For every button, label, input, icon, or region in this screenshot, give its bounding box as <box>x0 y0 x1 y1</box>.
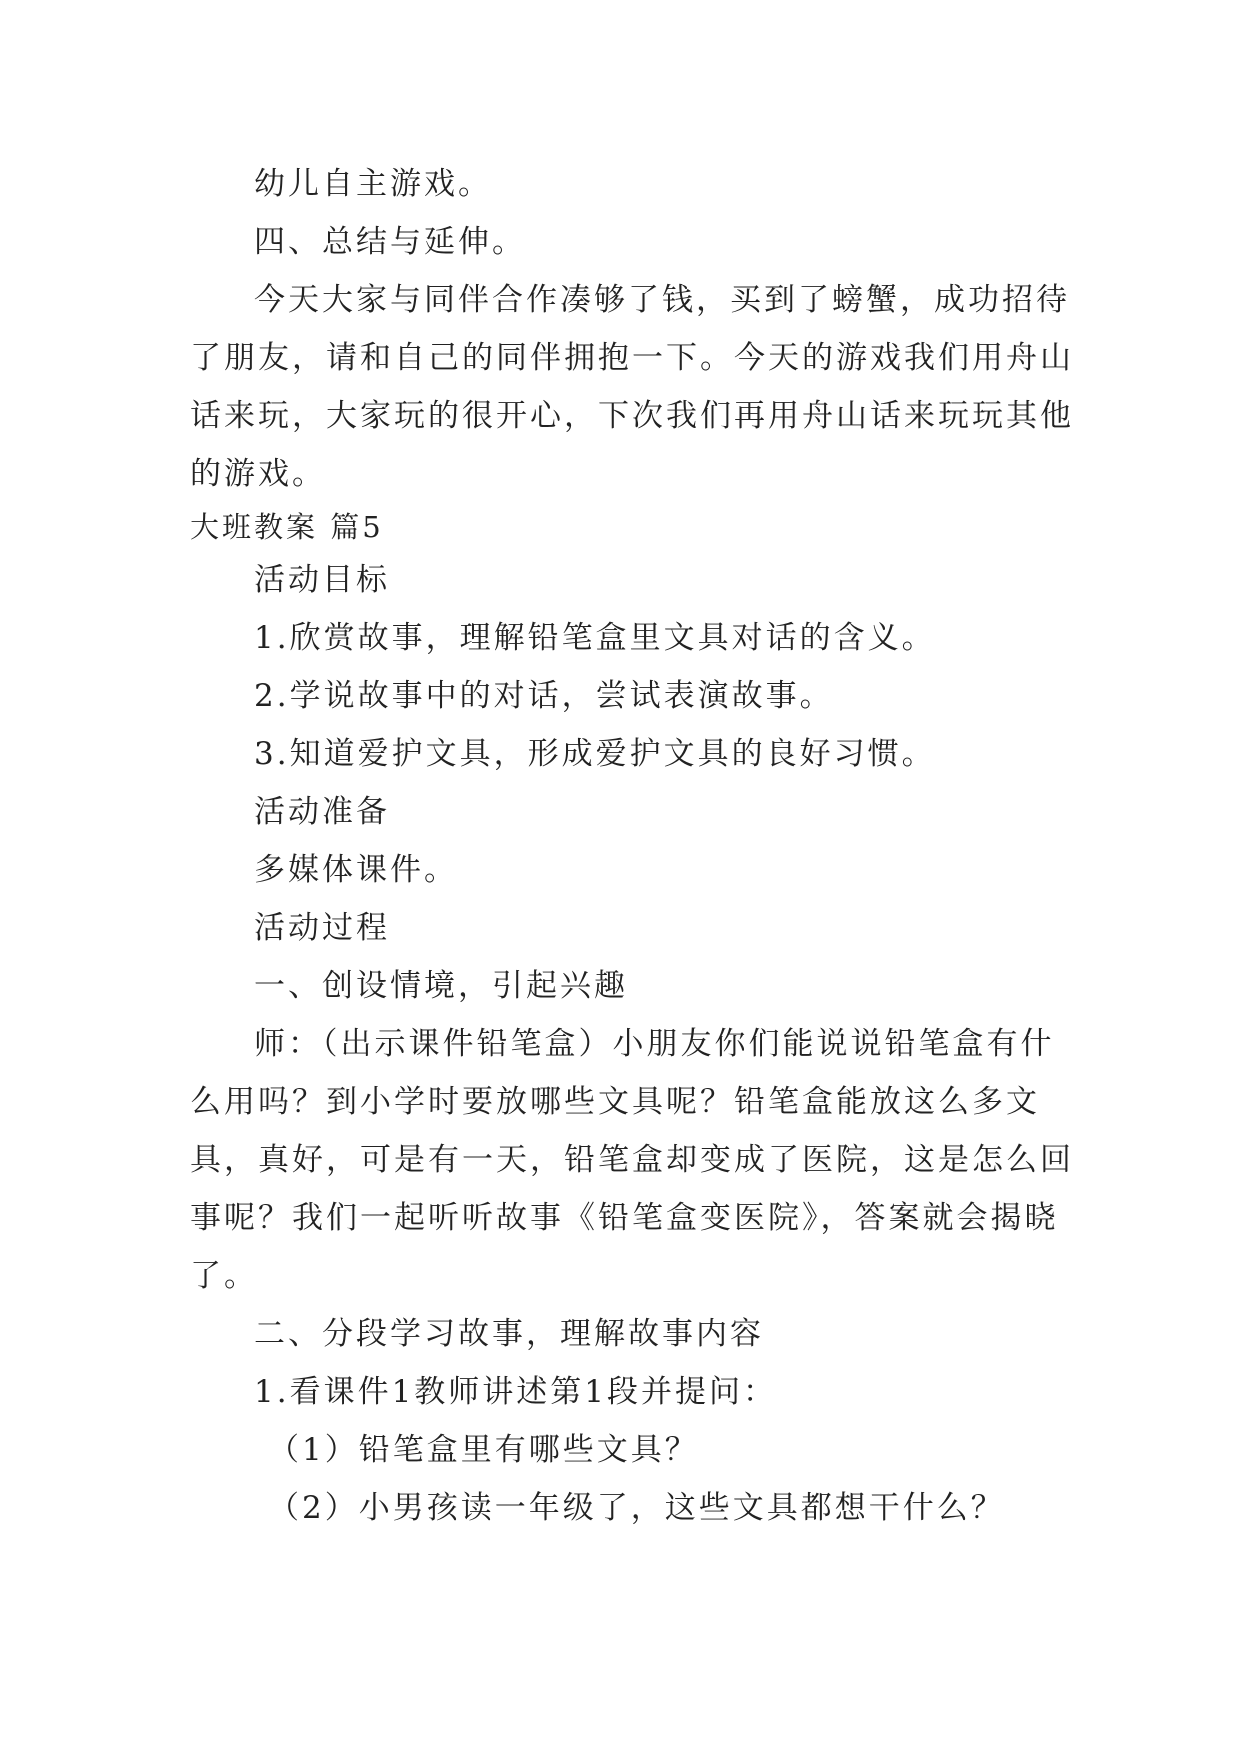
paragraph-line: 了。 <box>190 1258 258 1294</box>
paragraph-line: 了朋友，请和自己的同伴拥抱一下。今天的游戏我们用舟山 <box>190 340 1074 376</box>
paragraph-line: 幼儿自主游戏。 <box>254 166 492 202</box>
document-body <box>190 155 1074 1537</box>
question-item: （1）铅笔盒里有哪些文具？ <box>268 1432 699 1468</box>
goal-item: 3.知道爱护文具，形成爱护文具的良好习惯。 <box>254 736 936 772</box>
section-heading: 活动准备 <box>254 794 390 830</box>
section-heading: 四、总结与延伸。 <box>254 224 526 260</box>
paragraph-line: 师：（出示课件铅笔盒）小朋友你们能说说铅笔盒有什 <box>254 1026 1055 1062</box>
goal-item: 1.欣赏故事，理解铅笔盒里文具对话的含义。 <box>254 620 936 656</box>
paragraph-line: 具，真好，可是有一天，铅笔盒却变成了医院，这是怎么回 <box>190 1142 1074 1178</box>
paragraph-line: 多媒体课件。 <box>254 852 458 888</box>
section-heading: 一、创设情境，引起兴趣 <box>254 968 628 1004</box>
section-heading: 二、分段学习故事，理解故事内容 <box>254 1316 764 1352</box>
lesson-title: 大班教案 篇5 <box>190 510 384 544</box>
step-item: 1.看课件1教师讲述第1段并提问： <box>254 1374 778 1410</box>
question-item: （2）小男孩读一年级了，这些文具都想干什么？ <box>268 1490 1005 1526</box>
paragraph-line: 话来玩，大家玩的很开心，下次我们再用舟山话来玩玩其他 <box>190 398 1074 434</box>
section-heading: 活动目标 <box>254 562 390 598</box>
paragraph-line: 的游戏。 <box>190 456 326 492</box>
section-heading: 活动过程 <box>254 910 390 946</box>
paragraph-line: 事呢？我们一起听听故事《铅笔盒变医院》，答案就会揭晓 <box>190 1200 1059 1236</box>
goal-item: 2.学说故事中的对话，尝试表演故事。 <box>254 678 834 714</box>
paragraph-line: 么用吗？到小学时要放哪些文具呢？铅笔盒能放这么多文 <box>190 1084 1040 1120</box>
paragraph-line: 今天大家与同伴合作凑够了钱，买到了螃蟹，成功招待 <box>254 282 1070 318</box>
